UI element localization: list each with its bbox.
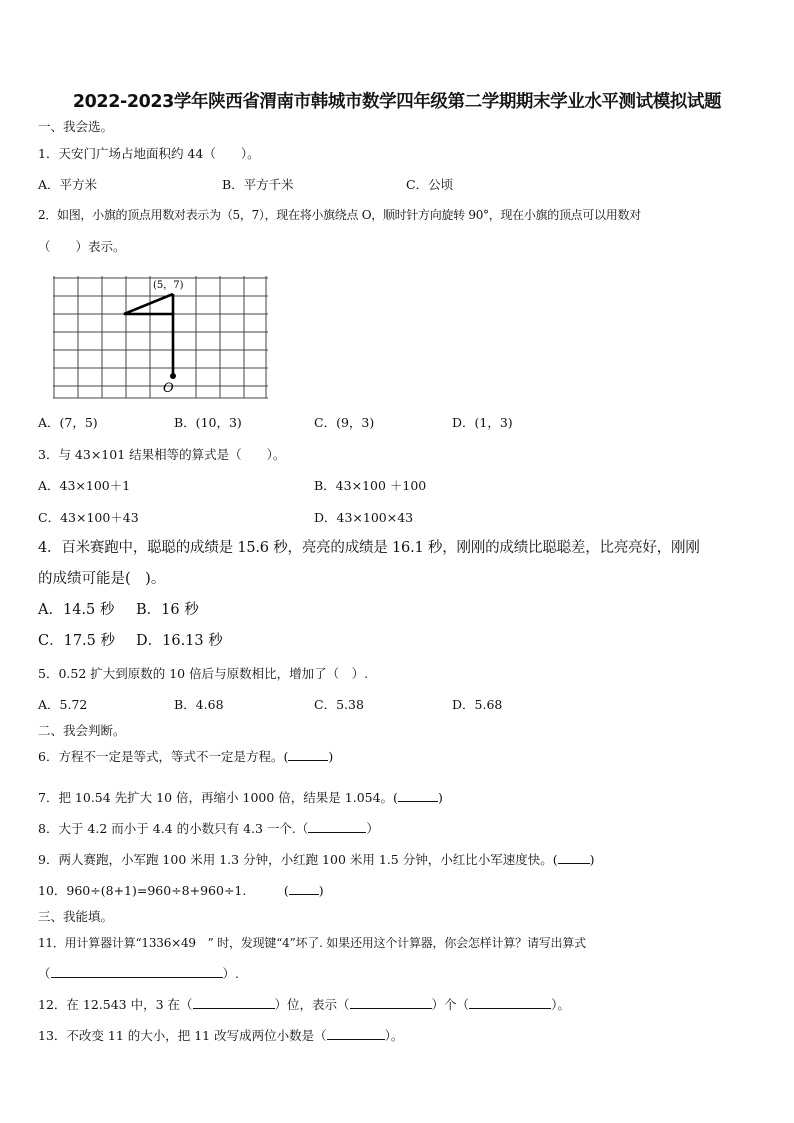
question-13 [38, 1027, 403, 1045]
vertex-label: (5，7) [153, 280, 184, 291]
question-11-open: （ [38, 966, 51, 981]
question-7-text: 7．把 10.54 先扩大 10 倍，再缩小 1000 倍，结果是 1.054。( [38, 790, 398, 805]
q5-option-c: C．5.38 [314, 697, 364, 712]
question-11-close: ）. [222, 966, 239, 981]
q4-option-b: B．16 秒 [136, 602, 199, 618]
question-13-part2: ）。 [384, 1028, 404, 1043]
question-1-stem: 1．天安门广场占地面积约 44（ ）。 [38, 146, 260, 161]
question-11-line2 [38, 965, 239, 983]
answer-blank-q8[interactable] [308, 820, 366, 833]
origin-point [170, 373, 176, 379]
question-7-end: ) [437, 790, 443, 805]
question-6-text: 6．方程不一定是等式，等式不一定是方程。( [38, 749, 289, 764]
question-8-end: ） [366, 821, 379, 836]
answer-blank-q12-unit[interactable] [469, 996, 551, 1009]
question-5-stem: 5．0.52 扩大到原数的 10 倍后与原数相比，增加了（ ）. [38, 666, 369, 681]
answer-blank-q12-count[interactable] [350, 996, 432, 1009]
flag-grid-figure [50, 270, 280, 400]
question-10-end: ) [318, 883, 324, 898]
q3-option-a: A．43×100＋1 [38, 478, 131, 493]
question-4-stem-line2: 的成绩可能是( )。 [38, 571, 166, 587]
q1-option-c: C．公顷 [406, 177, 454, 192]
answer-blank-q13[interactable] [327, 1027, 385, 1040]
section-heading-1: 一、我会选。 [38, 119, 114, 134]
q5-option-a: A．5.72 [38, 697, 88, 712]
question-4-stem-line1: 4．百米赛跑中，聪聪的成绩是 15.6 秒，亮亮的成绩是 16.1 秒，刚刚的成绩比聪聪差，比亮亮好，刚刚 [38, 540, 700, 556]
q2-option-c: C．(9，3) [314, 415, 375, 430]
q2-option-d: D．(1，3) [452, 415, 513, 430]
q4-option-c: C．17.5 秒 [38, 633, 115, 649]
question-12-part2: ）位，表示（ [274, 997, 350, 1012]
q1-option-b: B．平方千米 [222, 177, 294, 192]
question-11-line1: 11．用计算器计算“1336×49 ” 时，发现键“4”坏了. 如果还用这个计算器，你会怎样计算？请写出算式 [38, 936, 586, 950]
answer-blank-q9[interactable] [558, 851, 590, 864]
q4-option-d: D．16.13 秒 [136, 633, 223, 649]
q3-option-d: D．43×100×43 [314, 510, 414, 525]
flag-shape [124, 294, 173, 376]
question-10 [38, 882, 324, 900]
question-9-end: ) [589, 852, 595, 867]
question-9-text: 9．两人赛跑，小军跑 100 米用 1.3 分钟，小红跑 100 米用 1.5 分钟，小红比小军速度快。( [38, 852, 558, 867]
answer-blank-q10[interactable] [289, 882, 319, 895]
question-8-text: 8．大于 4.2 而小于 4.4 的小数只有 4.3 一个.（ [38, 821, 309, 836]
question-6 [38, 748, 333, 766]
q2-option-b: B．(10，3) [174, 415, 242, 430]
q5-option-b: B．4.68 [174, 697, 224, 712]
question-13-part1: 13．不改变 11 的大小，把 11 改写成两位小数是（ [38, 1028, 327, 1043]
q3-option-c: C．43×100＋43 [38, 510, 139, 525]
q4-option-a: A．14.5 秒 [38, 602, 115, 618]
q1-option-a: A．平方米 [38, 177, 98, 192]
question-6-end: ) [328, 749, 334, 764]
question-2-stem-line2: （ ）表示。 [38, 239, 126, 254]
answer-blank-q6[interactable] [288, 748, 328, 761]
origin-label: O [163, 381, 174, 396]
question-12-part1: 12．在 12.543 中，3 在（ [38, 997, 193, 1012]
question-7 [38, 789, 443, 807]
question-3-stem: 3．与 43×101 结果相等的算式是（ ）。 [38, 447, 286, 462]
section-heading-2: 二、我会判断。 [38, 723, 126, 738]
section-heading-3: 三、我能填。 [38, 909, 114, 924]
question-8 [38, 820, 379, 838]
question-10-text: 10．960÷(8+1)=960÷8+960÷1. ( [38, 883, 289, 898]
q2-option-a: A．(7，5) [38, 415, 98, 430]
question-2-stem-line1: 2．如图，小旗的顶点用数对表示为（5，7），现在将小旗绕点 O，顺时针方向旋转 90°，现在小旗的顶点可以用数对 [38, 208, 641, 222]
page-title: 2022-2023学年陕西省渭南市韩城市数学四年级第二学期期末学业水平测试模拟试题 [72, 92, 722, 112]
question-12-part4: ）。 [551, 997, 570, 1012]
question-9 [38, 851, 594, 869]
answer-blank-q12-place[interactable] [193, 996, 275, 1009]
question-12 [38, 996, 570, 1014]
q3-option-b: B．43×100 ＋100 [314, 478, 427, 493]
answer-blank-q11[interactable] [51, 965, 223, 978]
q5-option-d: D．5.68 [452, 697, 503, 712]
question-12-part3: ）个（ [431, 997, 470, 1012]
answer-blank-q7[interactable] [398, 789, 438, 802]
